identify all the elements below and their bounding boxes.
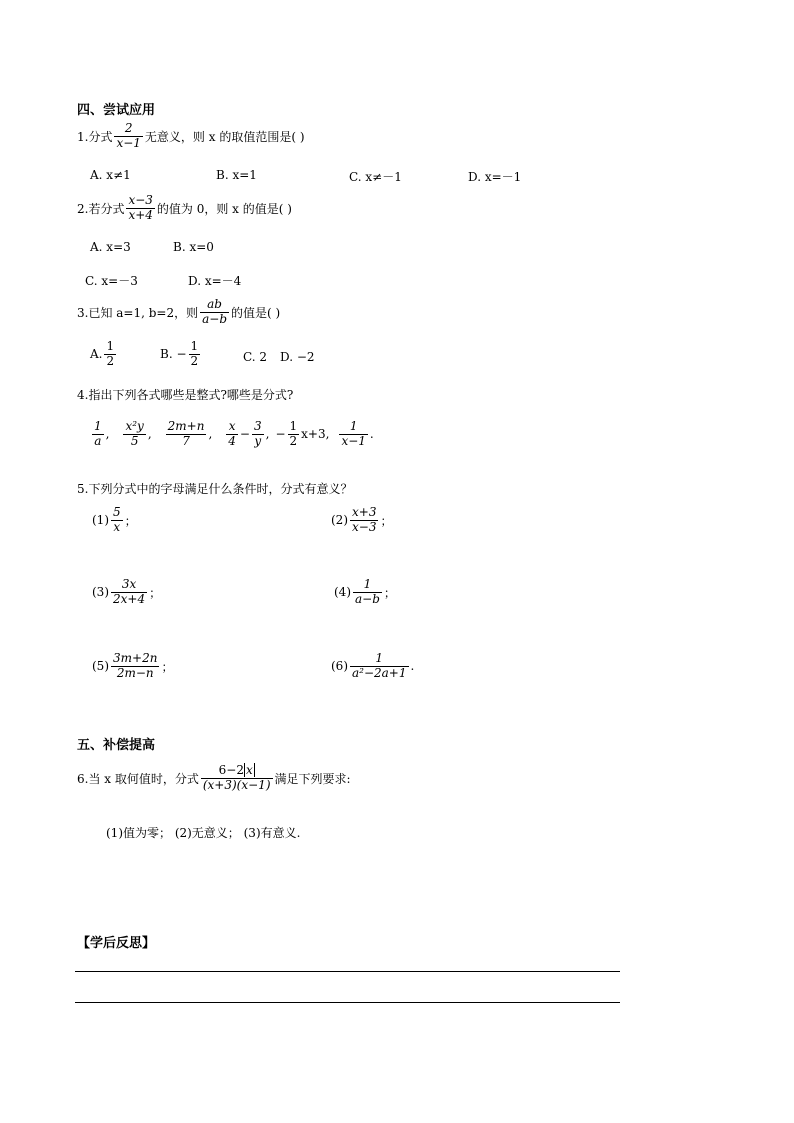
q5-item-1-fraction (111, 506, 123, 535)
q3-option-b-denominator: 2 (190, 353, 199, 368)
q4-expr-4a (226, 420, 238, 449)
q2-option-a: A. x=3 (90, 240, 131, 254)
q5-item-3-label: (3) (92, 585, 109, 600)
q4-expr-5-suffix: x+3, (301, 427, 330, 442)
question-3 (77, 298, 280, 327)
q4-expr-4b (252, 420, 264, 449)
q4-expr-1-numerator: 1 (94, 419, 102, 433)
q2-suffix: 的值为 0，则 x 的值是( ) (156, 201, 292, 216)
q3-option-a (90, 340, 118, 369)
q5-item-2 (331, 506, 392, 535)
q5-item-4-label: (4) (334, 585, 351, 600)
q2-option-b: B. x=0 (173, 240, 214, 254)
q5-item-4 (334, 578, 396, 607)
q4-expr-3-denominator: 7 (182, 433, 190, 448)
q5-item-3-numerator: 3x (111, 578, 147, 593)
q5-item-1-label: (1) (92, 513, 109, 528)
q4-expr-5-denominator: 2 (289, 433, 298, 448)
q4-expr-3-numerator: 2m+n (167, 419, 205, 433)
q3-option-b-fraction (189, 340, 201, 369)
q6-prefix: 6.当 x 取何值时，分式 (77, 771, 199, 786)
q1-fraction (114, 122, 142, 151)
reflection-line-2 (75, 1002, 620, 1003)
q4-expr-1-denominator: a (94, 433, 102, 448)
q3-option-d: D. −2 (280, 350, 315, 364)
q5-item-3-fraction (111, 578, 147, 607)
q4-expr-6-denominator: x−1 (341, 433, 366, 448)
q4-expr-6-numerator: 1 (339, 420, 367, 435)
q3-option-a-denominator: 2 (106, 353, 115, 368)
q4-sep-2: , (147, 427, 152, 442)
q5-item-2-label: (2) (331, 513, 348, 528)
q5-item-5-denominator: 2m−n (116, 665, 154, 680)
q5-item-3-denominator: 2x+4 (113, 591, 146, 606)
q5-item-1-denominator: x (113, 519, 121, 534)
section-title-4: 四、尝试应用 (77, 103, 156, 118)
q5-item-2-fraction (350, 506, 378, 535)
q5-item-6-numerator: 1 (350, 652, 409, 667)
q3-option-a-fraction (104, 340, 116, 369)
q4-expr-2-denominator: 5 (130, 433, 139, 448)
q6-numerator-abs: x (245, 763, 253, 777)
q1-prefix: 1.分式 (77, 129, 113, 144)
question-6 (77, 764, 351, 793)
q1-option-c: C. x≠－1 (349, 170, 402, 184)
q5-item-6-label: (6) (331, 659, 348, 674)
q5-item-4-fraction (353, 578, 382, 607)
q5-item-6-end: . (410, 659, 415, 674)
q4-expr-2 (123, 420, 145, 449)
q5-item-4-end: ； (383, 585, 396, 600)
q4-end: . (369, 427, 374, 442)
q5-item-1 (92, 506, 137, 535)
q1-denominator: x−1 (116, 135, 141, 150)
q2-numerator: x−3 (128, 193, 153, 207)
question-2 (77, 194, 292, 223)
q1-option-d: D. x=－1 (468, 170, 522, 184)
q5-item-2-denominator: x−3 (352, 519, 377, 534)
q3-option-b-label: B. − (160, 347, 187, 362)
q3-option-a-numerator: 1 (106, 339, 115, 353)
q2-option-c: C. x=－3 (85, 274, 138, 288)
q4-expr-2-numerator: x²y (125, 419, 144, 433)
q4-sep-1: , (105, 427, 110, 442)
q4-expr-5 (288, 420, 300, 449)
q2-fraction (126, 194, 154, 223)
q4-expr-1 (92, 420, 104, 449)
q5-item-6-fraction (350, 652, 409, 681)
q4-expr-6 (339, 420, 367, 449)
q4-sep-4: , (265, 427, 270, 442)
q5-item-5-numerator: 3m+2n (113, 651, 158, 665)
q3-prefix: 3.已知 a=1, b=2，则 (77, 305, 199, 320)
q5-item-2-numerator: x+3 (352, 505, 377, 519)
q3-option-a-label: A. (90, 347, 103, 362)
q1-suffix: 无意义，则 x 的取值范围是( ) (144, 129, 305, 144)
q4-expr-3 (166, 420, 207, 449)
q6-denominator: (x+3)(x−1) (202, 777, 271, 792)
q4-expr-4a-numerator: x (226, 420, 238, 435)
q1-option-a: A. x≠1 (90, 168, 131, 182)
q4-expr-4b-denominator: y (254, 433, 262, 448)
question-4: 4.指出下列各式哪些是整式?哪些是分式? (77, 388, 294, 402)
q3-option-c: C. 2 (243, 350, 268, 364)
q5-item-5-label: (5) (92, 659, 109, 674)
q3-numerator: ab (200, 298, 229, 313)
q1-option-b: B. x=1 (216, 168, 257, 182)
q6-suffix: 满足下列要求: (274, 771, 351, 786)
q3-fraction (200, 298, 229, 327)
q1-numerator: 2 (114, 122, 142, 137)
q4-expr-4b-numerator: 3 (253, 419, 262, 433)
q5-item-2-end: ； (380, 513, 393, 528)
q3-suffix: 的值是( ) (231, 305, 281, 320)
q6-numerator-prefix: 6−2 (218, 763, 244, 777)
q5-item-1-end: ； (124, 513, 137, 528)
q5-item-6-denominator: a²−2a+1 (352, 665, 407, 680)
question-5: 5.下列分式中的字母满足什么条件时，分式有意义？ (77, 482, 353, 496)
q5-item-5-fraction (111, 652, 159, 681)
q3-option-b (160, 340, 202, 369)
section-title-5: 五、补偿提高 (77, 738, 156, 753)
reflection-line-1 (75, 971, 620, 972)
q6-numerator (201, 764, 273, 779)
reflection-title: 【学后反思】 (77, 936, 156, 951)
q4-expr-5-numerator: 1 (289, 419, 298, 433)
q4-expressions (90, 420, 374, 449)
q3-denominator: a−b (202, 311, 227, 326)
q5-item-3-end: ； (149, 585, 162, 600)
q5-item-3 (92, 578, 161, 607)
q5-item-6 (331, 652, 414, 681)
q6-subparts: (1)值为零； (2)无意义； (3)有意义. (106, 826, 301, 840)
question-1 (77, 122, 305, 151)
q4-expr-5-minus: − (275, 427, 286, 442)
q5-item-1-numerator: 5 (113, 505, 121, 519)
q2-option-d: D. x=－4 (188, 274, 242, 288)
q2-denominator: x+4 (128, 207, 153, 222)
q4-expr-4-minus: − (239, 427, 250, 442)
q5-item-5-end: ； (161, 659, 174, 674)
q4-expr-4a-denominator: 4 (228, 433, 236, 448)
q4-sep-3: , (208, 427, 213, 442)
q3-option-b-numerator: 1 (190, 339, 199, 353)
q5-item-4-numerator: 1 (353, 578, 382, 593)
q5-item-4-denominator: a−b (355, 591, 380, 606)
q6-fraction (201, 764, 273, 793)
q2-prefix: 2.若分式 (77, 201, 125, 216)
q5-item-5 (92, 652, 173, 681)
